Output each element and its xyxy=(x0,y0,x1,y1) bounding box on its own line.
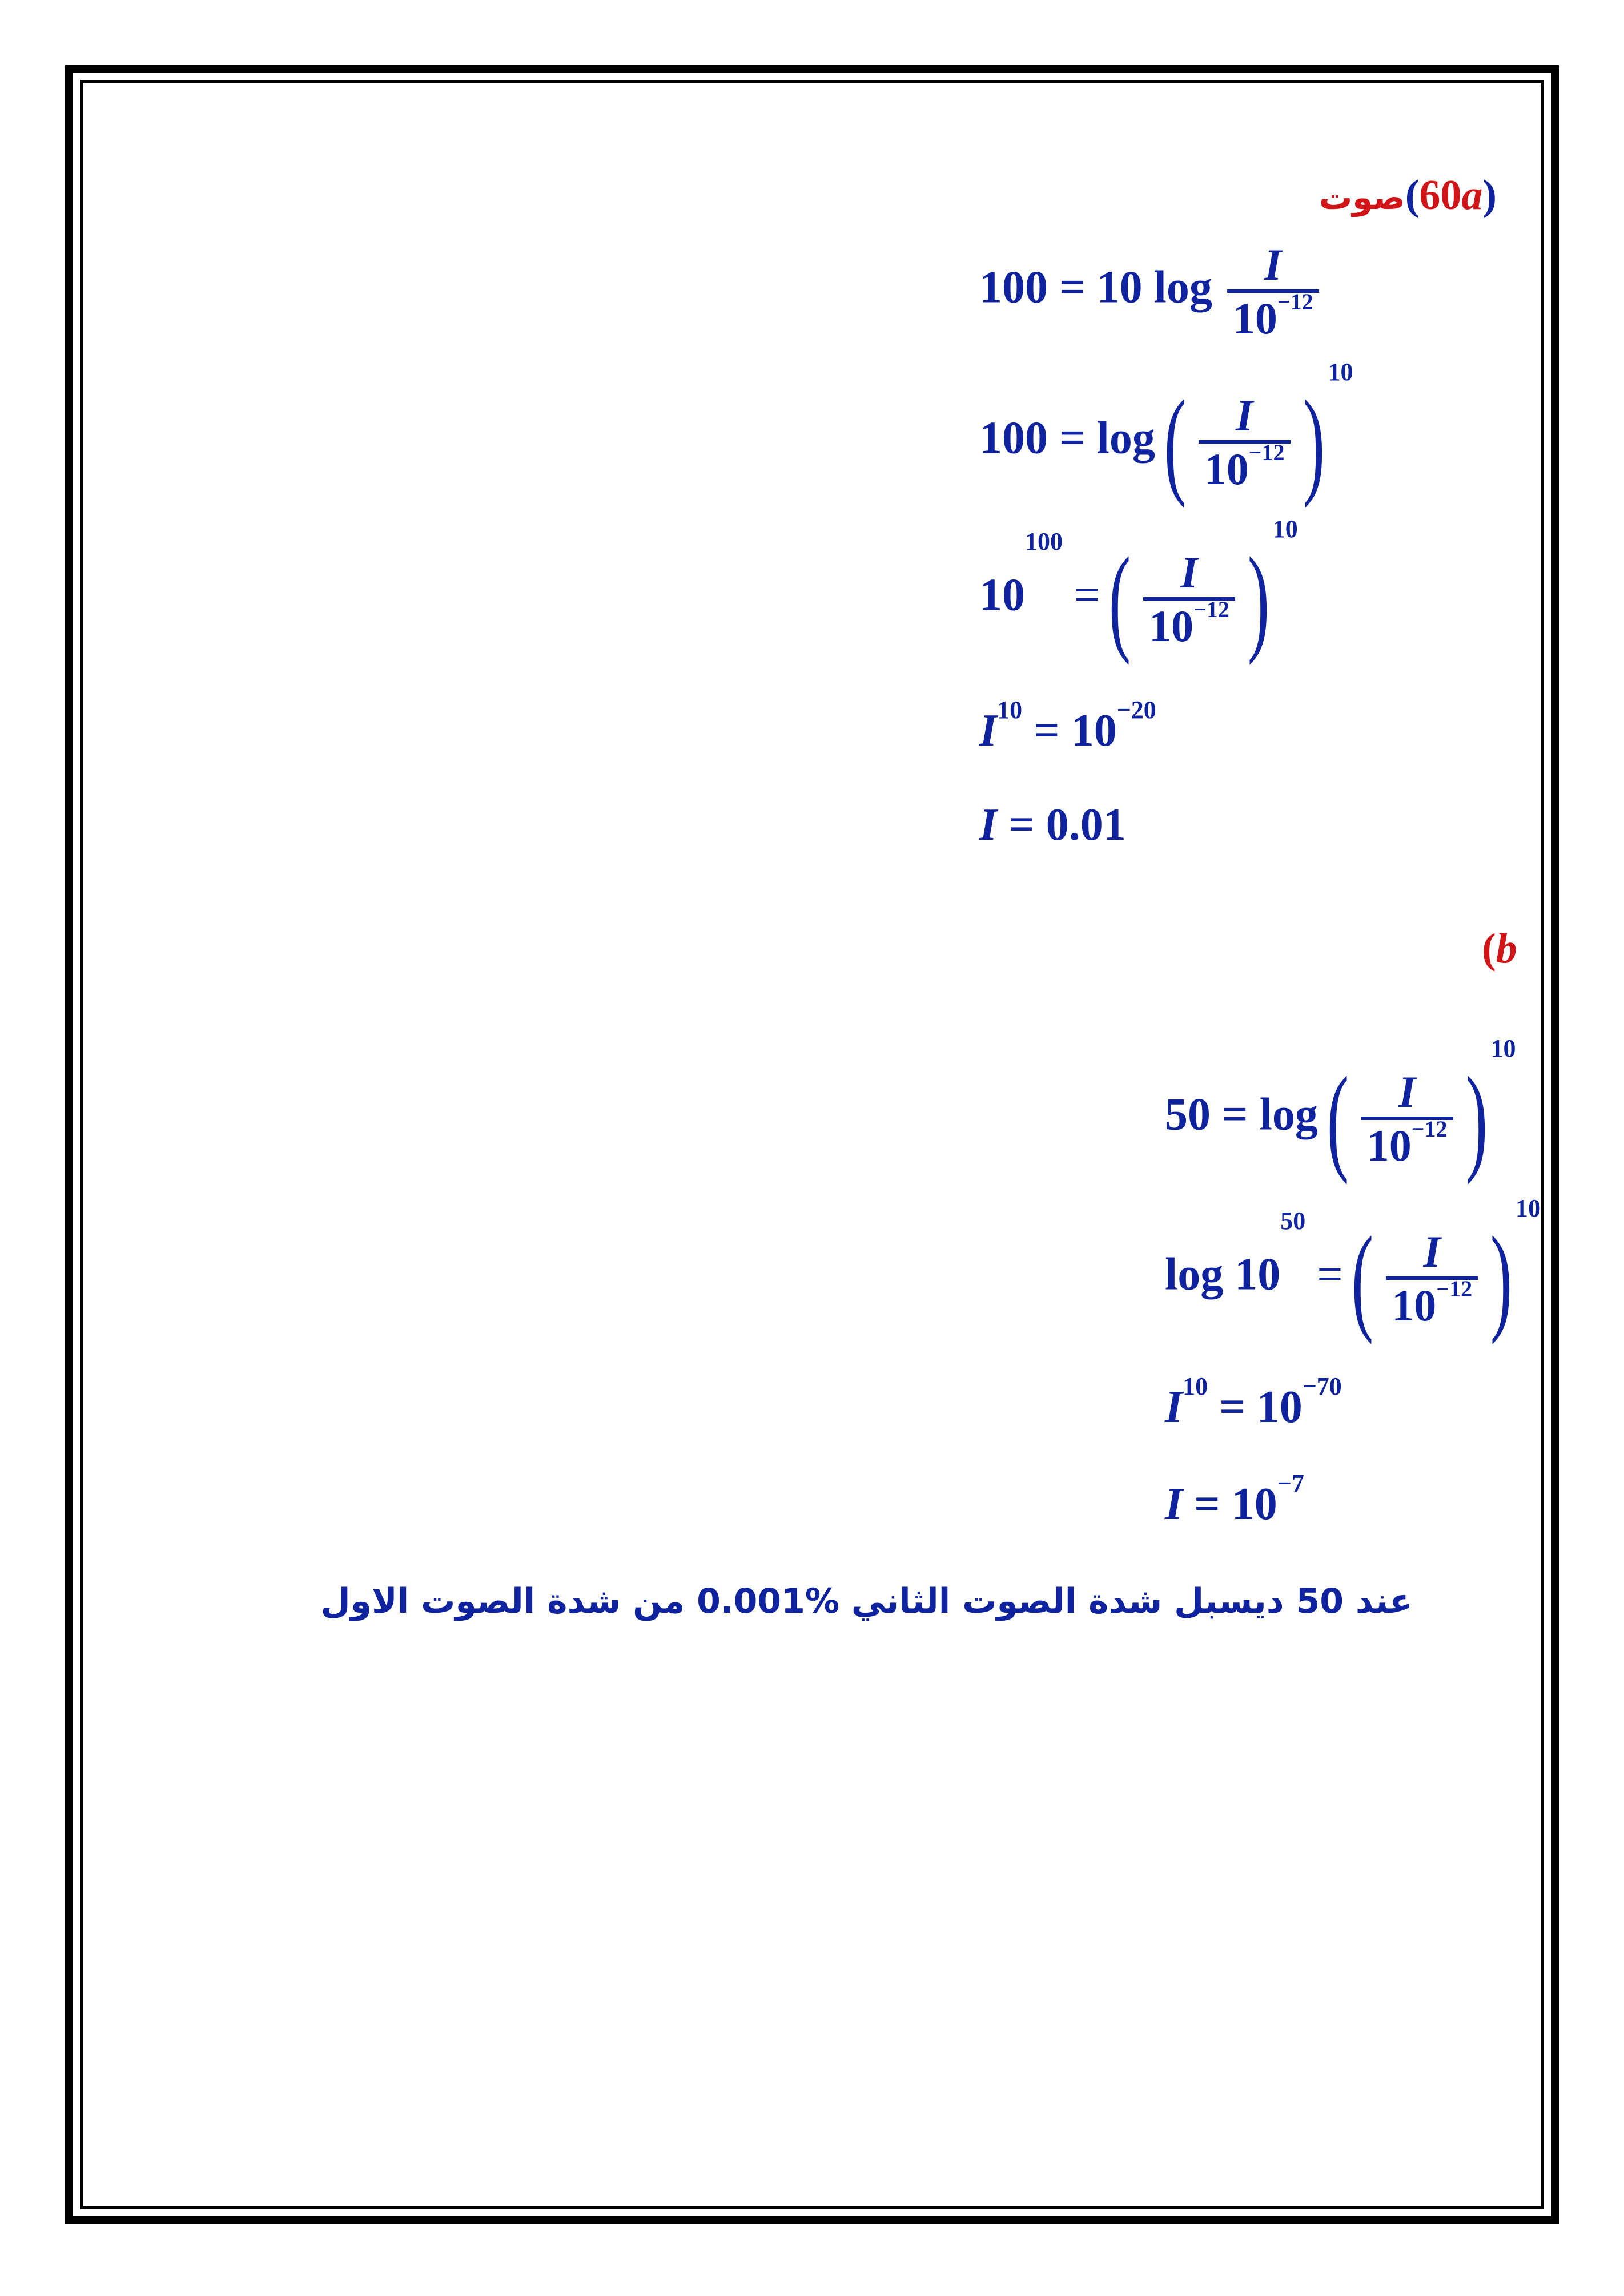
part-a-word: صوت xyxy=(1319,178,1405,217)
variable-i: I xyxy=(1165,1479,1183,1529)
fraction-numerator: I xyxy=(1398,1067,1416,1117)
equals-sign: = xyxy=(1074,570,1100,621)
part-a-letter: a xyxy=(1461,172,1483,219)
equation-b2 xyxy=(1165,1194,1541,1345)
equation-a2 xyxy=(979,358,1353,509)
equation-b1 xyxy=(1165,1034,1516,1185)
variable-i: I xyxy=(979,800,998,850)
left-paren: ( xyxy=(1352,1213,1374,1345)
fraction-denominator xyxy=(1361,1117,1453,1168)
part-b-label xyxy=(1482,925,1517,973)
part-a-number: 60 xyxy=(1419,172,1462,219)
eq-a1-lhs: 100 = 10 log xyxy=(979,262,1212,313)
fraction xyxy=(1361,1067,1453,1170)
outer-exponent: 10 xyxy=(1328,358,1353,386)
part-a-paren-close: ) xyxy=(1482,172,1497,219)
left-paren: ( xyxy=(1108,533,1131,666)
fraction-numerator: I xyxy=(1423,1227,1441,1276)
eq-a2-lhs: 100 = log xyxy=(979,413,1155,464)
rhs-exponent: −70 xyxy=(1302,1372,1342,1400)
fraction xyxy=(1199,390,1291,494)
eq-a5-rhs: = 0.01 xyxy=(1008,800,1126,850)
right-paren: ) xyxy=(1303,376,1325,509)
equation-a3 xyxy=(979,515,1298,666)
fraction xyxy=(1386,1227,1478,1330)
den-exponent: −12 xyxy=(1193,597,1229,622)
den-exponent: −12 xyxy=(1436,1276,1473,1302)
den-exponent: −12 xyxy=(1411,1116,1448,1142)
den-exponent: −12 xyxy=(1248,440,1285,465)
right-paren: ) xyxy=(1465,1053,1488,1185)
den-base: 10 xyxy=(1392,1280,1437,1330)
variable-i: I xyxy=(1165,1382,1183,1432)
equation-a1 xyxy=(979,240,1322,343)
variable-i: I xyxy=(979,706,998,756)
den-base: 10 xyxy=(1204,444,1249,494)
part-a-paren-open: ( xyxy=(1405,172,1420,219)
equation-a4 xyxy=(979,696,1156,756)
fraction-denominator xyxy=(1199,440,1291,492)
fraction-numerator: I xyxy=(1264,240,1282,289)
outer-exponent: 10 xyxy=(1272,515,1298,543)
eq-b2-exponent: 50 xyxy=(1280,1207,1306,1235)
fraction-numerator: I xyxy=(1235,390,1253,440)
eq-a4-rhs: = 10 xyxy=(1034,706,1117,756)
fraction-denominator xyxy=(1227,289,1319,341)
conclusion-text: عند 50 ديسبل شدة الصوت الثاني %0.001 من شدة الصوت الاول xyxy=(320,1581,1413,1621)
part-a-label xyxy=(1319,171,1497,220)
fraction-numerator: I xyxy=(1180,547,1198,597)
equation-a5 xyxy=(979,802,1126,848)
den-base: 10 xyxy=(1232,293,1277,343)
den-base: 10 xyxy=(1149,601,1194,651)
eq-a3-exponent: 100 xyxy=(1025,527,1063,555)
right-paren: ) xyxy=(1247,533,1270,666)
part-b-paren: ( xyxy=(1482,925,1496,972)
den-exponent: −12 xyxy=(1277,289,1313,315)
rhs-exponent: −20 xyxy=(1116,696,1156,724)
outer-exponent: 10 xyxy=(1516,1194,1541,1222)
equation-b3 xyxy=(1165,1372,1342,1432)
equation-b4 xyxy=(1165,1469,1304,1529)
var-exponent: 10 xyxy=(997,696,1023,724)
eq-b1-lhs: 50 = log xyxy=(1165,1089,1318,1140)
fraction xyxy=(1143,547,1235,651)
equals-sign: = xyxy=(1317,1249,1343,1300)
fraction xyxy=(1227,240,1319,343)
left-paren: ( xyxy=(1164,376,1187,509)
eq-b2-lhs: log 10 xyxy=(1165,1249,1281,1300)
den-base: 10 xyxy=(1366,1121,1412,1170)
eq-b4-rhs: = 10 xyxy=(1194,1479,1277,1529)
rhs-exponent: −7 xyxy=(1277,1469,1304,1497)
fraction-denominator xyxy=(1386,1276,1478,1328)
right-paren: ) xyxy=(1490,1213,1513,1345)
left-paren: ( xyxy=(1326,1053,1349,1185)
fraction-denominator xyxy=(1143,597,1235,651)
part-b-letter: b xyxy=(1496,925,1517,972)
eq-b3-rhs: = 10 xyxy=(1219,1382,1303,1432)
outer-exponent: 10 xyxy=(1490,1034,1516,1062)
var-exponent: 10 xyxy=(1183,1372,1208,1400)
eq-a3-base: 10 xyxy=(979,570,1025,621)
